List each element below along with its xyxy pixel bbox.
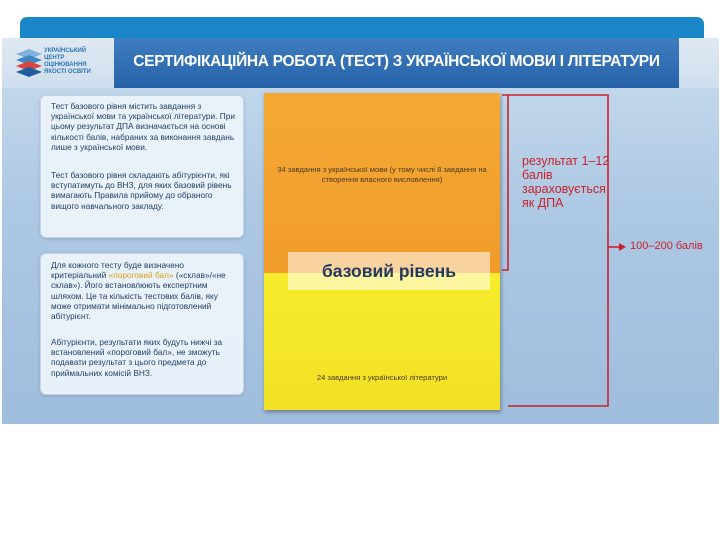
logo-icon [14, 46, 44, 80]
text-segment: («склав»/«не склав»). Його встановлюють експертним шляхом. Це та кількість тестових балів, яку може отримати мінімально підготовлений абітурієнт. [51, 270, 226, 322]
score-range-text: 100–200 балів [630, 240, 703, 252]
title-banner [114, 38, 679, 88]
ukrainian-literature-block [264, 273, 500, 410]
info-box-threshold [40, 253, 244, 395]
info-paragraph: Абітурієнти, результати яких будуть нижчі за встановлений «пороговий бал», не зможуть подавати результат з цього предмета до приймальних комісій ВНЗ. [51, 337, 223, 378]
arrow-head-icon [619, 243, 626, 251]
bracket-arrows [500, 93, 719, 413]
language-bracket [502, 95, 508, 270]
threshold-highlight: «пороговий бал» [108, 270, 174, 281]
page-title: СЕРТИФІКАЦІЙНА РОБОТА (ТЕСТ) З УКРАЇНСЬКОЇ МОВИ І ЛІТЕРАТУРИ [133, 53, 660, 70]
basic-level-label [288, 252, 490, 290]
dpa-result-text: результат 1–12 балів зараховується як ДПА [522, 154, 610, 210]
basic-level-text: базовий рівень [322, 260, 456, 281]
language-tasks-text: 34 завдання з української мови (у тому числі 8 завдання на створення власного висловлення) [277, 165, 487, 184]
center-logo [14, 46, 114, 80]
top-bar [20, 17, 704, 39]
ukrainian-language-block [264, 93, 500, 273]
slide [2, 38, 719, 424]
info-box-basic-level [40, 95, 244, 238]
logo-text: УКРАЇНСЬКИЙ ЦЕНТР ОЦІНЮВАННЯ ЯКОСТІ ОСВІТИ [44, 48, 91, 75]
info-paragraph: Тест базового рівня складають абітурієнти, які вступатимуть до ВНЗ, для яких базовий рівень вимагають Правила прийому до обраного вищого навчального закладу. [51, 170, 232, 211]
info-paragraph: Тест базового рівня містить завдання з української мови та української літератури. При цьому результат ДПА визначається на основі кількості балів, набраних за виконання завдань лише з української мови. [51, 101, 235, 152]
info-paragraph [51, 260, 235, 321]
literature-tasks-text: 24 завдання з української літератури [316, 373, 448, 382]
total-bracket [508, 95, 608, 406]
text-segment: Для кожного тесту буде визначено критеріальний [51, 260, 185, 281]
header [2, 38, 719, 88]
